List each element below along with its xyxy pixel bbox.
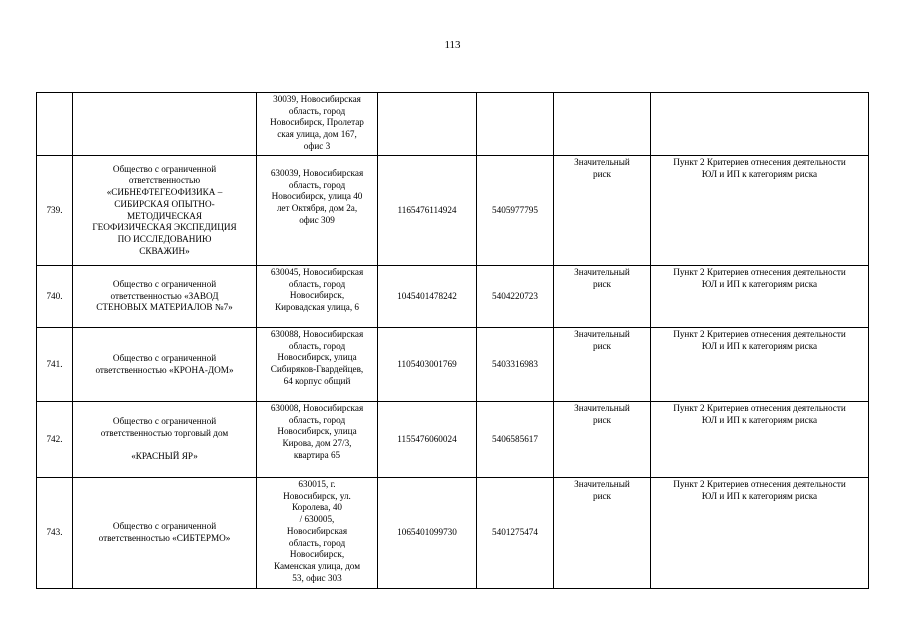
address-line: область, город <box>288 278 346 289</box>
address-cell <box>257 328 378 402</box>
row-number-cell: 741. <box>37 328 73 402</box>
name-line: «КРАСНЫЙ ЯР» <box>131 450 198 461</box>
basis-line: ЮЛ и ИП к категориям риска <box>701 168 818 179</box>
address-line: область, город <box>288 537 346 548</box>
address-cell <box>257 93 378 156</box>
name-line: Общество с ограниченной <box>112 416 217 427</box>
address-line: Новосибирская <box>286 525 348 536</box>
organization-name-cell <box>73 93 257 156</box>
name-line: СИБИРСКАЯ ОПЫТНО- <box>114 198 215 209</box>
address-line: 630045, Новосибирская <box>270 267 364 277</box>
page-number: 113 <box>444 39 461 51</box>
table-row <box>37 328 869 402</box>
organization-name-cell <box>73 266 257 328</box>
ogrn-cell <box>378 93 477 156</box>
address-line: Новосибирск, улица 40 <box>271 191 363 202</box>
address-line: квартира 65 <box>293 449 341 460</box>
basis-cell <box>651 156 869 266</box>
name-line: ответственностью <box>128 175 201 186</box>
basis-line: Пункт 2 Критериев отнесения деятельности <box>673 479 846 489</box>
table-row <box>37 266 869 328</box>
address-line: Королева, 40 <box>291 502 343 513</box>
ogrn-cell: 1155476060024 <box>378 402 477 478</box>
address-cell <box>257 156 378 266</box>
address-line: Новосибирск, ул. <box>283 490 351 501</box>
risk-line: риск <box>592 490 612 501</box>
address-line: 630039, Новосибирская <box>270 168 364 178</box>
name-line: «СИБНЕФТЕГЕОФИЗИКА – <box>106 187 223 198</box>
risk-line: Значительный <box>574 157 630 167</box>
address-line: 630088, Новосибирская <box>270 329 364 339</box>
ogrn-cell: 1045401478242 <box>378 266 477 328</box>
inn-cell: 5404220723 <box>477 266 554 328</box>
risk-cell <box>554 93 651 156</box>
risk-line: риск <box>592 168 612 179</box>
risk-cell <box>554 478 651 589</box>
ogrn-cell: 1105403001769 <box>378 328 477 402</box>
basis-cell <box>651 402 869 478</box>
name-line: Общество с ограниченной <box>112 163 217 174</box>
name-line: Общество с ограниченной <box>112 521 217 532</box>
basis-cell <box>651 478 869 589</box>
address-line: Новосибирск, <box>289 549 345 560</box>
name-line: ПО ИССЛЕДОВАНИЮ <box>117 233 212 244</box>
basis-cell <box>651 266 869 328</box>
name-line: МЕТОДИЧЕСКАЯ <box>127 210 202 221</box>
risk-line: риск <box>592 278 612 289</box>
address-line: 30039, Новосибирская <box>273 94 361 104</box>
basis-line: Пункт 2 Критериев отнесения деятельности <box>673 267 846 277</box>
risk-line: Значительный <box>574 403 630 413</box>
basis-line: Пункт 2 Критериев отнесения деятельности <box>673 403 846 413</box>
row-number-cell: 740. <box>37 266 73 328</box>
risk-line: Значительный <box>574 329 630 339</box>
basis-line: Пункт 2 Критериев отнесения деятельности <box>673 157 846 167</box>
name-line: СТЕНОВЫХ МАТЕРИАЛОВ №7» <box>96 302 233 313</box>
risk-line: Значительный <box>574 479 630 489</box>
risk-cell <box>554 402 651 478</box>
ogrn-cell: 1165476114924 <box>378 156 477 266</box>
name-line: ГЕОФИЗИЧЕСКАЯ ЭКСПЕДИЦИЯ <box>92 222 237 233</box>
basis-line: ЮЛ и ИП к категориям риска <box>701 278 818 289</box>
risk-cell <box>554 266 651 328</box>
risk-cell <box>554 156 651 266</box>
address-line: / 630005, <box>299 514 335 525</box>
row-number-cell: 743. <box>37 478 73 589</box>
name-line: ответственностью «СИБТЕРМО» <box>98 533 231 543</box>
name-line: ответственностью «ЗАВОД <box>110 290 219 301</box>
inn-cell: 5406585617 <box>477 402 554 478</box>
basis-line: ЮЛ и ИП к категориям риска <box>701 490 818 501</box>
address-line: ская улица, дом 167, <box>277 129 357 140</box>
address-line: Новосибирск, улица <box>277 426 357 437</box>
address-line: Кирова, дом 27/3, <box>282 438 352 449</box>
address-line: Новосибирск, улица <box>277 352 357 363</box>
ogrn-cell: 1065401099730 <box>378 478 477 589</box>
address-line: 630015, г. <box>298 479 336 489</box>
address-cell <box>257 478 378 589</box>
address-line: Сибиряков-Гвардейцев, <box>270 364 364 375</box>
address-line: Каменская улица, дом <box>273 560 361 571</box>
name-line: Общество с ограниченной <box>112 352 217 363</box>
address-line: офис 3 <box>303 140 331 151</box>
inn-cell: 5401275474 <box>477 478 554 589</box>
row-number-cell <box>37 93 73 156</box>
organization-name-cell <box>73 156 257 266</box>
inn-cell <box>477 93 554 156</box>
address-line: Кировадская улица, 6 <box>274 302 360 313</box>
address-cell <box>257 402 378 478</box>
address-line: лет Октября, дом 2а, <box>276 203 358 214</box>
registry-table <box>36 92 869 589</box>
organization-name-cell <box>73 478 257 589</box>
basis-cell <box>651 328 869 402</box>
name-line: СКВАЖИН» <box>139 245 190 256</box>
address-line: 53, офис 303 <box>292 572 342 583</box>
address-line: область, город <box>288 105 346 116</box>
risk-line: риск <box>592 340 612 351</box>
row-number-cell: 742. <box>37 402 73 478</box>
row-number-cell: 739. <box>37 156 73 266</box>
organization-name-cell <box>73 328 257 402</box>
table-row <box>37 478 869 589</box>
address-cell <box>257 266 378 328</box>
address-line: область, город <box>288 414 346 425</box>
inn-cell: 5403316983 <box>477 328 554 402</box>
address-line: Новосибирск, <box>289 290 345 301</box>
name-line: ответственностью «КРОНА-ДОМ» <box>95 364 234 375</box>
risk-cell <box>554 328 651 402</box>
address-line: 630008, Новосибирская <box>270 403 364 413</box>
table-row-continued <box>37 93 869 156</box>
basis-line: ЮЛ и ИП к категориям риска <box>701 340 818 351</box>
basis-cell <box>651 93 869 156</box>
basis-line: Пункт 2 Критериев отнесения деятельности <box>673 329 846 339</box>
address-line: область, город <box>288 179 346 190</box>
table-row <box>37 156 869 266</box>
risk-line: риск <box>592 414 612 425</box>
inn-cell: 5405977795 <box>477 156 554 266</box>
organization-name-cell <box>73 402 257 478</box>
address-line: 64 корпус общий <box>283 375 351 386</box>
address-line: область, город <box>288 340 346 351</box>
address-line: офис 309 <box>299 214 335 225</box>
risk-line: Значительный <box>574 267 630 277</box>
basis-line: ЮЛ и ИП к категориям риска <box>701 414 818 425</box>
name-line: ответственностью торговый дом <box>100 428 229 439</box>
name-line: Общество с ограниченной <box>112 278 217 289</box>
address-line: Новосибирск, Пролетар <box>270 117 364 128</box>
table-row <box>37 402 869 478</box>
